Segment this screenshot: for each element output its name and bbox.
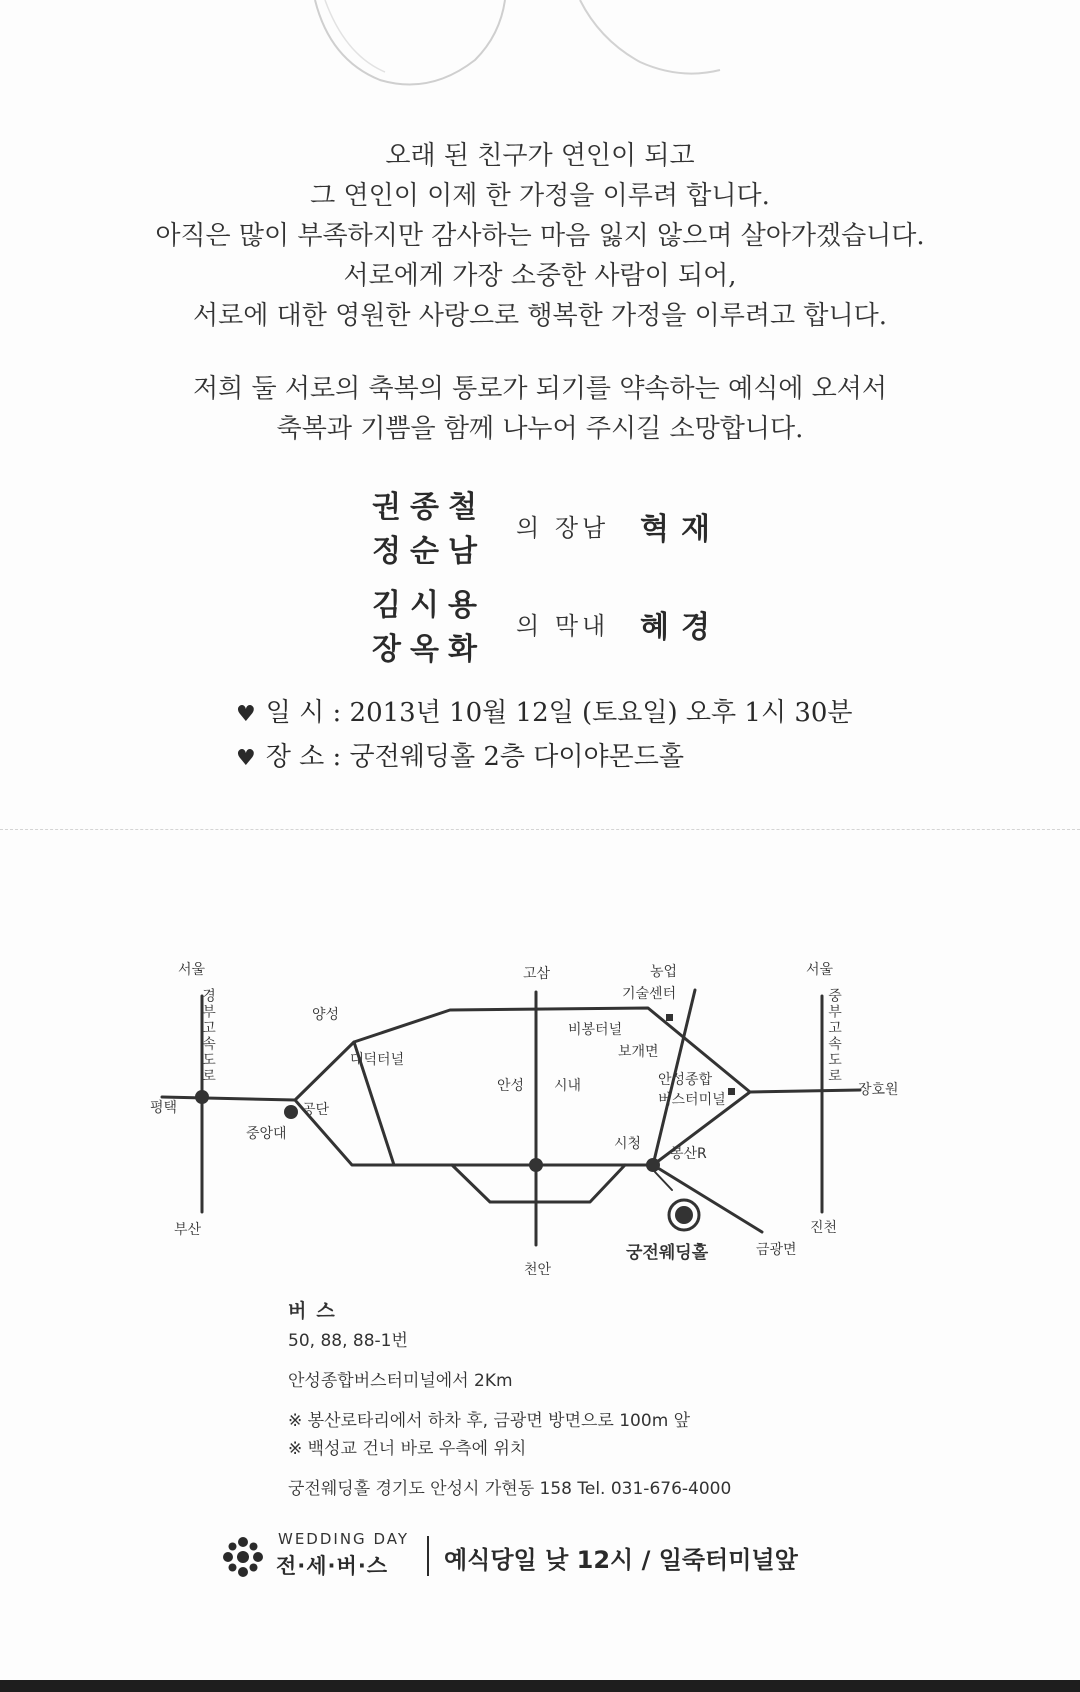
shuttle-schedule: 예식당일 낮 12시 / 일죽터미널앞 xyxy=(444,1546,798,1574)
charter-bus-label: 전·세·버·스 xyxy=(276,1554,389,1578)
wedding-day-label: WEDDING DAY xyxy=(278,1530,409,1548)
heart-icon: ♥ xyxy=(236,746,256,771)
map-label: 서울 xyxy=(806,962,834,978)
road-pyeongtaek xyxy=(162,1097,295,1100)
groom-family xyxy=(372,486,732,574)
bride-name: 혜경 xyxy=(640,610,722,645)
map-label: 중앙대 xyxy=(246,1126,287,1142)
directions xyxy=(288,1296,988,1502)
wedding-day-logo-icon xyxy=(222,1536,264,1578)
event-place xyxy=(236,736,936,778)
map-label: 천안 xyxy=(524,1262,552,1278)
map-label: 경부고속도로 xyxy=(200,988,216,1084)
map-label: 금광면 xyxy=(756,1242,797,1258)
bride-family xyxy=(372,584,732,672)
date-value: 2013년 10월 12일 (토요일) 오후 1시 30분 xyxy=(349,698,853,728)
map-label: 시청 xyxy=(614,1136,642,1152)
event-date xyxy=(236,692,936,734)
groom-father: 권종철 xyxy=(372,490,486,525)
date-label: 일 시 : xyxy=(265,698,342,728)
map-label: 시내 xyxy=(554,1078,582,1094)
map-label: 장호원 xyxy=(858,1082,899,1098)
direction-note: ※ 봉산로타리에서 하차 후, 금광면 방면으로 100m 앞 xyxy=(288,1411,691,1431)
direction-note: ※ 백성교 건너 바로 우측에 위치 xyxy=(288,1439,527,1459)
map-label: 비봉터널 xyxy=(568,1022,623,1038)
map-label: 공단 xyxy=(302,1102,330,1118)
venue-label: 궁전웨딩홀 xyxy=(626,1243,709,1263)
map-label: 기술센터 xyxy=(622,986,677,1002)
invitation-line: 서로에 대한 영원한 사랑으로 행복한 가정을 이루려고 합니다. xyxy=(192,301,888,331)
shuttle-bus-info xyxy=(222,1530,942,1586)
invitation-text xyxy=(0,136,1080,449)
bride-mother: 장옥화 xyxy=(372,632,486,667)
invitation-line: 아직은 많이 부족하지만 감사하는 마음 잃지 않으며 살아가겠습니다. xyxy=(155,221,925,251)
place-value: 궁전웨딩홀 2층 다이야몬드홀 xyxy=(349,742,684,772)
divider xyxy=(427,1536,429,1576)
bus-numbers: 50, 88, 88-1번 xyxy=(288,1331,408,1351)
scan-edge xyxy=(0,1680,1080,1692)
map-label: 고삼 xyxy=(523,966,551,982)
groom-relation: 의 장남 xyxy=(516,514,610,542)
location-map xyxy=(150,940,930,1280)
heart-icon: ♥ xyxy=(236,702,256,727)
invitation-line: 저희 둘 서로의 축복의 통로가 되기를 약속하는 예식에 오셔서 xyxy=(192,374,888,404)
fold-line xyxy=(0,829,1080,830)
map-roads xyxy=(162,990,860,1245)
map-label: 버스터미널 xyxy=(658,1092,726,1108)
map-label: 중부고속도로 xyxy=(826,988,842,1084)
map-label: 양성 xyxy=(312,1007,340,1023)
map-label: 안성 xyxy=(497,1078,525,1094)
map-label: 평택 xyxy=(150,1100,178,1116)
bride-father: 김시용 xyxy=(372,588,486,623)
map-label: 농업 xyxy=(650,964,678,980)
terminal-distance: 안성종합버스터미널에서 2Km xyxy=(288,1371,513,1391)
venue-address: 궁전웨딩홀 경기도 안성시 가현동 158 Tel. 031-676-4000 xyxy=(288,1479,732,1499)
envelope-flap-emboss xyxy=(0,0,1080,110)
map-label: 대덕터널 xyxy=(350,1052,405,1068)
invitation-line: 서로에게 가장 소중한 사람이 되어, xyxy=(343,261,737,291)
map-label: 안성종합 xyxy=(658,1072,713,1088)
venue-marker-icon xyxy=(669,1200,699,1230)
map-markers xyxy=(195,1014,735,1172)
invitation-line: 그 연인이 이제 한 가정을 이루려 합니다. xyxy=(310,181,770,211)
map-label: 부산 xyxy=(174,1222,202,1238)
invitation-line: 축복과 기쁨을 함께 나누어 주시길 소망합니다. xyxy=(276,414,804,444)
groom-name: 혁재 xyxy=(640,512,722,547)
groom-parents xyxy=(372,486,486,574)
bride-parents xyxy=(372,584,486,672)
groom-mother: 정순남 xyxy=(372,534,486,569)
map-label: 봉산R xyxy=(670,1146,707,1162)
bride-relation: 의 막내 xyxy=(516,612,610,640)
road-janghowon xyxy=(750,1090,860,1092)
place-label: 장 소 : xyxy=(265,742,342,772)
invitation-line: 오래 된 친구가 연인이 되고 xyxy=(385,141,695,171)
map-label: 진천 xyxy=(810,1220,838,1236)
map-label: 서울 xyxy=(178,962,206,978)
map-label: 보개면 xyxy=(618,1044,659,1060)
bus-title: 버스 xyxy=(288,1300,345,1322)
